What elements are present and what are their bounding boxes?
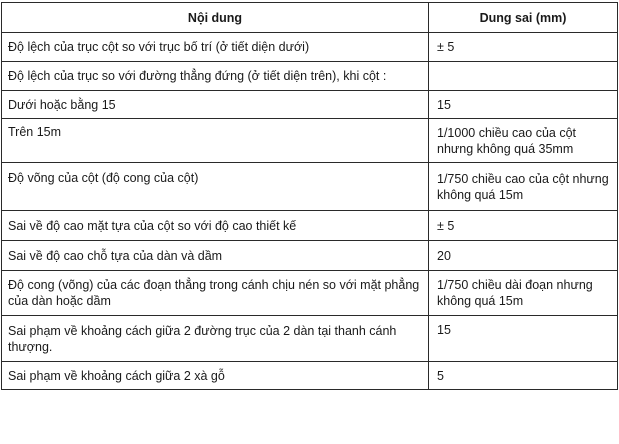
row-content: Sai phạm về khoảng cách giữa 2 đường trục của 2 dàn tại thanh cánh thượng.: [2, 316, 429, 362]
row-content: Độ cong (võng) của các đoạn thẳng trong cánh chịu nén so với mặt phẳng của dàn hoặc dầm: [2, 271, 429, 316]
table-row: [2, 62, 618, 91]
table-header-row: [2, 3, 618, 33]
row-content: Sai phạm về khoảng cách giữa 2 xà gỗ: [2, 362, 429, 390]
table-row: [2, 211, 618, 241]
table-row: [2, 362, 618, 390]
table-row: [2, 163, 618, 211]
row-content: Sai về độ cao chỗ tựa của dàn và dầm: [2, 241, 429, 271]
row-tolerance: 20: [429, 241, 618, 271]
row-tolerance: 1/750 chiều dài đoạn nhưng không quá 15m: [429, 271, 618, 316]
tolerance-table: [1, 2, 618, 390]
row-tolerance: 15: [429, 91, 618, 119]
table-row: [2, 241, 618, 271]
header-tolerance: Dung sai (mm): [429, 3, 618, 33]
table-row: [2, 271, 618, 316]
table-row: [2, 33, 618, 62]
row-tolerance: 15: [429, 316, 618, 362]
row-content: Trên 15m: [2, 119, 429, 163]
table-row: [2, 316, 618, 362]
row-tolerance: [429, 62, 618, 91]
row-tolerance: 5: [429, 362, 618, 390]
row-content: Độ võng của cột (độ cong của cột): [2, 163, 429, 211]
row-tolerance: 1/1000 chiều cao của cột nhưng không quá 35mm: [429, 119, 618, 163]
row-tolerance: 1/750 chiều cao của cột nhưng không quá 15m: [429, 163, 618, 211]
row-content: Sai về độ cao mặt tựa của cột so với độ cao thiết kế: [2, 211, 429, 241]
row-content: Độ lệch của trục so với đường thẳng đứng (ở tiết diện trên), khi cột :: [2, 62, 429, 91]
row-tolerance: ± 5: [429, 211, 618, 241]
row-content: Độ lệch của trục cột so với trục bố trí (ở tiết diện dưới): [2, 33, 429, 62]
row-content: Dưới hoặc bằng 15: [2, 91, 429, 119]
header-content: Nội dung: [2, 3, 429, 33]
row-tolerance: ± 5: [429, 33, 618, 62]
table-row: [2, 119, 618, 163]
table-row: [2, 91, 618, 119]
